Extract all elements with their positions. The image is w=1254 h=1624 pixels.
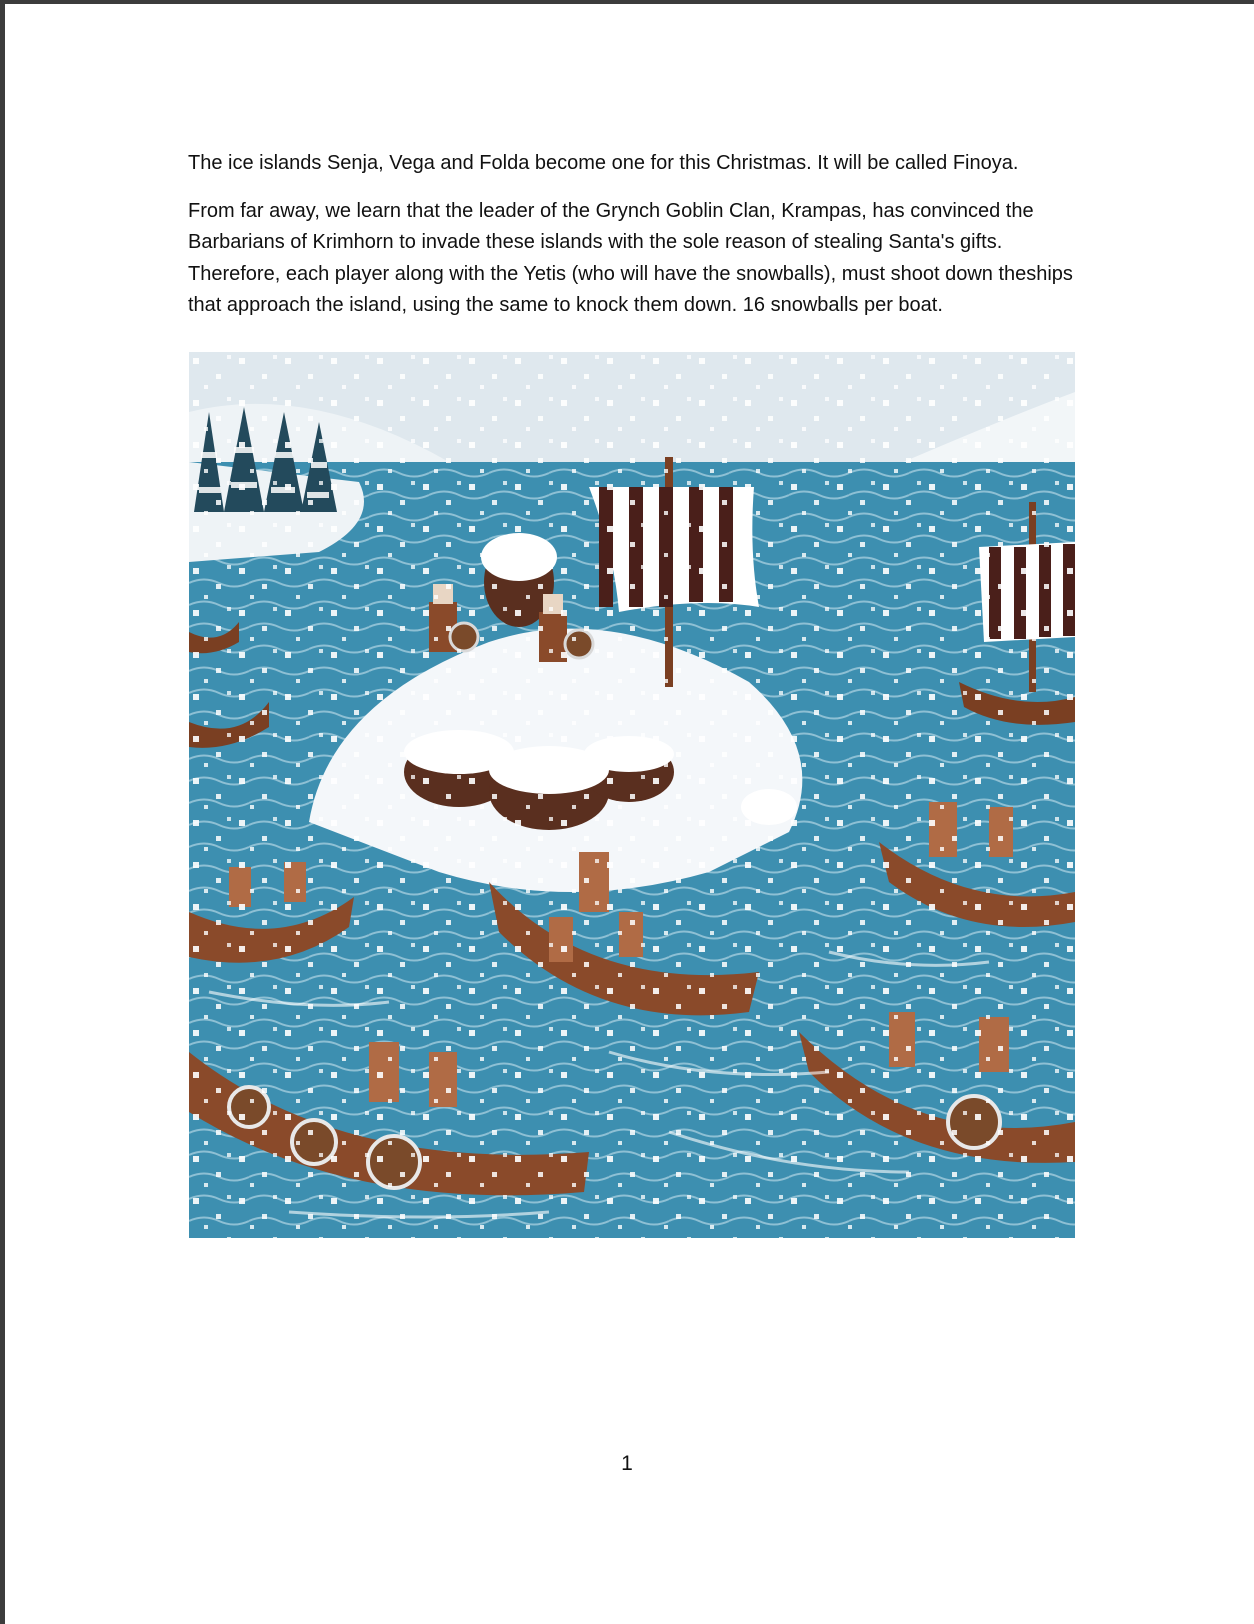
page-number: 1	[621, 1452, 633, 1475]
page-edge-left	[0, 0, 5, 1624]
paragraph-story: From far away, we learn that the leader of the Grynch Goblin Clan, Krampas, has convinced the Barbarians of Krimhorn to invade these islands with the sole reason of stealing Santa's gifts. Therefore, each player along with the Yetis (who will have the snowballs), must shoot down theships that approach the island, using the same to knock them down. 16 snowballs per boat.	[188, 199, 1073, 316]
body-text	[188, 148, 1078, 338]
paragraph-intro: The ice islands Senja, Vega and Folda become one for this Christmas. It will be called Finoya.	[188, 152, 1019, 174]
page-edge-top	[0, 0, 1254, 4]
viking-ships-illustration	[189, 352, 1075, 1238]
snowfall	[189, 352, 1075, 1238]
